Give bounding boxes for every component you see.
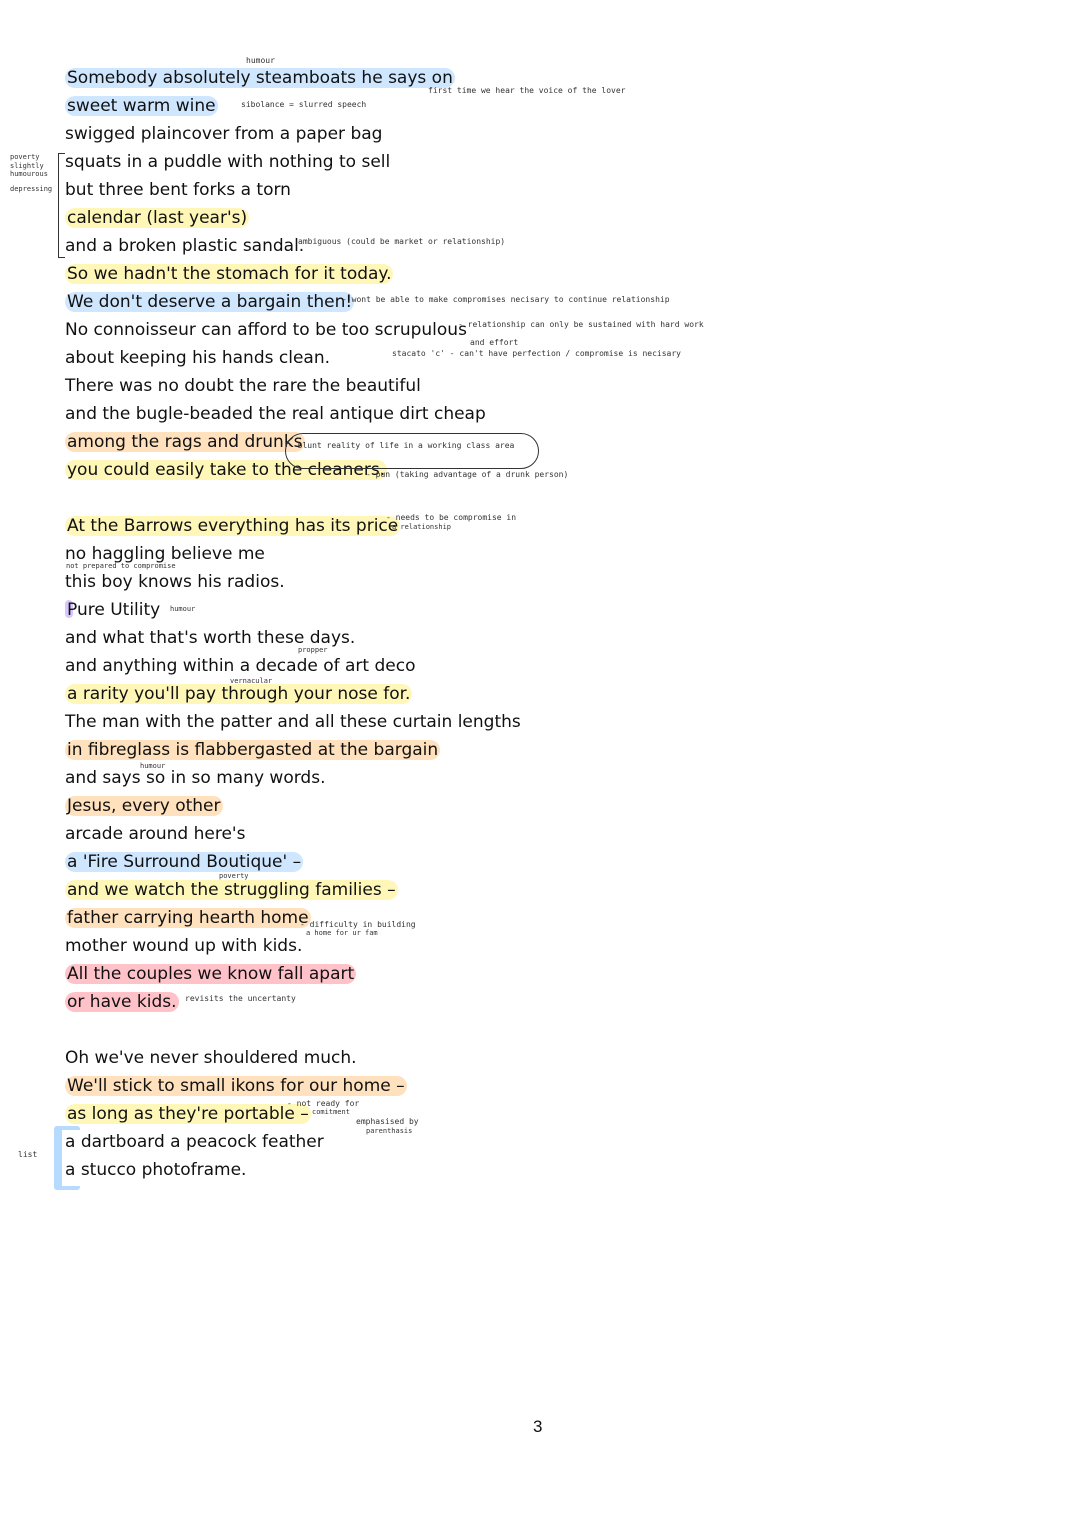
poem-line-14: among the rags and drunks	[67, 432, 303, 452]
circled-annotation	[285, 433, 539, 469]
poem-line-30: father carrying hearth home	[67, 908, 309, 928]
margin-note-poverty: poverty	[10, 153, 40, 161]
margin-note-list: list	[18, 1150, 38, 1159]
poem-line-25: and says so in so many words.	[65, 768, 326, 788]
note-not-prepared: not prepared to compromise	[66, 562, 176, 570]
poem-line-24: in fibreglass is flabbergasted at the bargain	[67, 740, 439, 760]
poem-line-6: calendar (last year's)	[67, 208, 248, 228]
poem-line-33: or have kids.	[67, 992, 177, 1012]
page-number: 3	[533, 1417, 543, 1436]
poem-line-5: but three bent forks a torn	[65, 180, 291, 200]
note-effort: and effort	[470, 338, 519, 347]
poem-line-15: you could easily take to the cleaners.	[67, 460, 386, 480]
poem-line-4: squats in a puddle with nothing to sell	[65, 152, 391, 172]
poem-line-21: and anything within a decade of art deco	[65, 656, 416, 676]
poem-line-16: At the Barrows everything has its price	[67, 516, 399, 536]
note-home-for-fam: a home for ur fam	[306, 929, 378, 937]
note-needs-compromise: - needs to be compromise in	[386, 513, 517, 522]
note-poverty-fire: poverty	[219, 872, 249, 880]
note-not-ready: - not ready for	[287, 1099, 360, 1108]
margin-note-depressing: depressing	[10, 185, 53, 193]
note-humour-steamboats: humour	[246, 56, 275, 65]
note-emphasised: emphasised by	[356, 1117, 419, 1126]
poem-line-7: and a broken plastic sandal.	[65, 236, 305, 256]
note-parenthesis: parenthasis	[366, 1127, 413, 1135]
margin-note-slightly: slightly	[10, 162, 44, 170]
note-vernacular: vernacular	[230, 677, 273, 685]
note-staccato: stacato 'c' - can't have perfection / compromise is necisary	[392, 349, 681, 358]
poem-line-37: a dartboard a peacock feather	[65, 1132, 324, 1152]
note-relationship: a relationship	[392, 523, 452, 531]
note-humour-utility: humour	[170, 605, 196, 613]
poem-line-31: mother wound up with kids.	[65, 936, 303, 956]
poem-line-27: arcade around here's	[65, 824, 246, 844]
poem-line-22: a rarity you'll pay through your nose for.	[67, 684, 411, 704]
poem-line-2: sweet warm wine	[67, 96, 216, 116]
stanza-bracket	[58, 153, 65, 258]
poem-line-29: and we watch the struggling families –	[67, 880, 396, 900]
poem-line-28: a 'Fire Surround Boutique' –	[67, 852, 302, 872]
poem-line-10: No connoisseur can afford to be too scrupulous	[65, 320, 467, 340]
note-commitment: comitment	[312, 1108, 350, 1116]
poem-line-1: Somebody absolutely steamboats he says on	[67, 68, 453, 88]
poem-line-38: a stucco photoframe.	[65, 1160, 247, 1180]
note-first-time-lover-voice: first time we hear the voice of the lover	[428, 86, 626, 95]
note-sibilance: sibolance = slurred speech	[241, 100, 367, 109]
note-hard-work: - relationship can only be sustained with hard work	[458, 320, 704, 329]
note-uncertainty: revisits the uncertanty	[185, 994, 296, 1003]
note-compromises: - wont be able to make compromises necisary to continue relationship	[342, 295, 670, 304]
poem-line-13: and the bugle-beaded the real antique dirt cheap	[65, 404, 486, 424]
poem-line-3: swigged plaincover from a paper bag	[65, 124, 383, 144]
note-proper: propper	[298, 646, 328, 654]
note-blunt-reality: - blunt reality of life in a working class area	[288, 441, 515, 450]
poem-line-17: no haggling believe me	[65, 544, 265, 564]
poem-line-12: There was no doubt the rare the beautiful	[65, 376, 421, 396]
poem-line-32: All the couples we know fall apart	[67, 964, 355, 984]
poem-line-9: We don't deserve a bargain then!	[67, 292, 353, 312]
note-humour-says: humour	[140, 762, 166, 770]
poem-line-23: The man with the patter and all these curtain lengths	[65, 712, 521, 732]
poem-line-18: this boy knows his radios.	[65, 572, 285, 592]
poem-line-35: We'll stick to small ikons for our home –	[67, 1076, 405, 1096]
poem-line-34: Oh we've never shouldered much.	[65, 1048, 357, 1068]
note-pun: - pun (taking advantage of a drunk person)	[366, 470, 569, 479]
note-ambiguous: ambiguous (could be market or relationship)	[298, 237, 506, 246]
poem-line-19: Pure Utility	[67, 600, 161, 620]
margin-note-humorous: humourous	[10, 170, 48, 178]
note-difficulty: - difficulty in building	[300, 920, 416, 929]
poem-line-11: about keeping his hands clean.	[65, 348, 330, 368]
poem-line-26: Jesus, every other	[67, 796, 221, 816]
poem-line-36: as long as they're portable –	[67, 1104, 309, 1124]
poem-line-20: and what that's worth these days.	[65, 628, 356, 648]
poem-line-8: So we hadn't the stomach for it today.	[67, 264, 392, 284]
